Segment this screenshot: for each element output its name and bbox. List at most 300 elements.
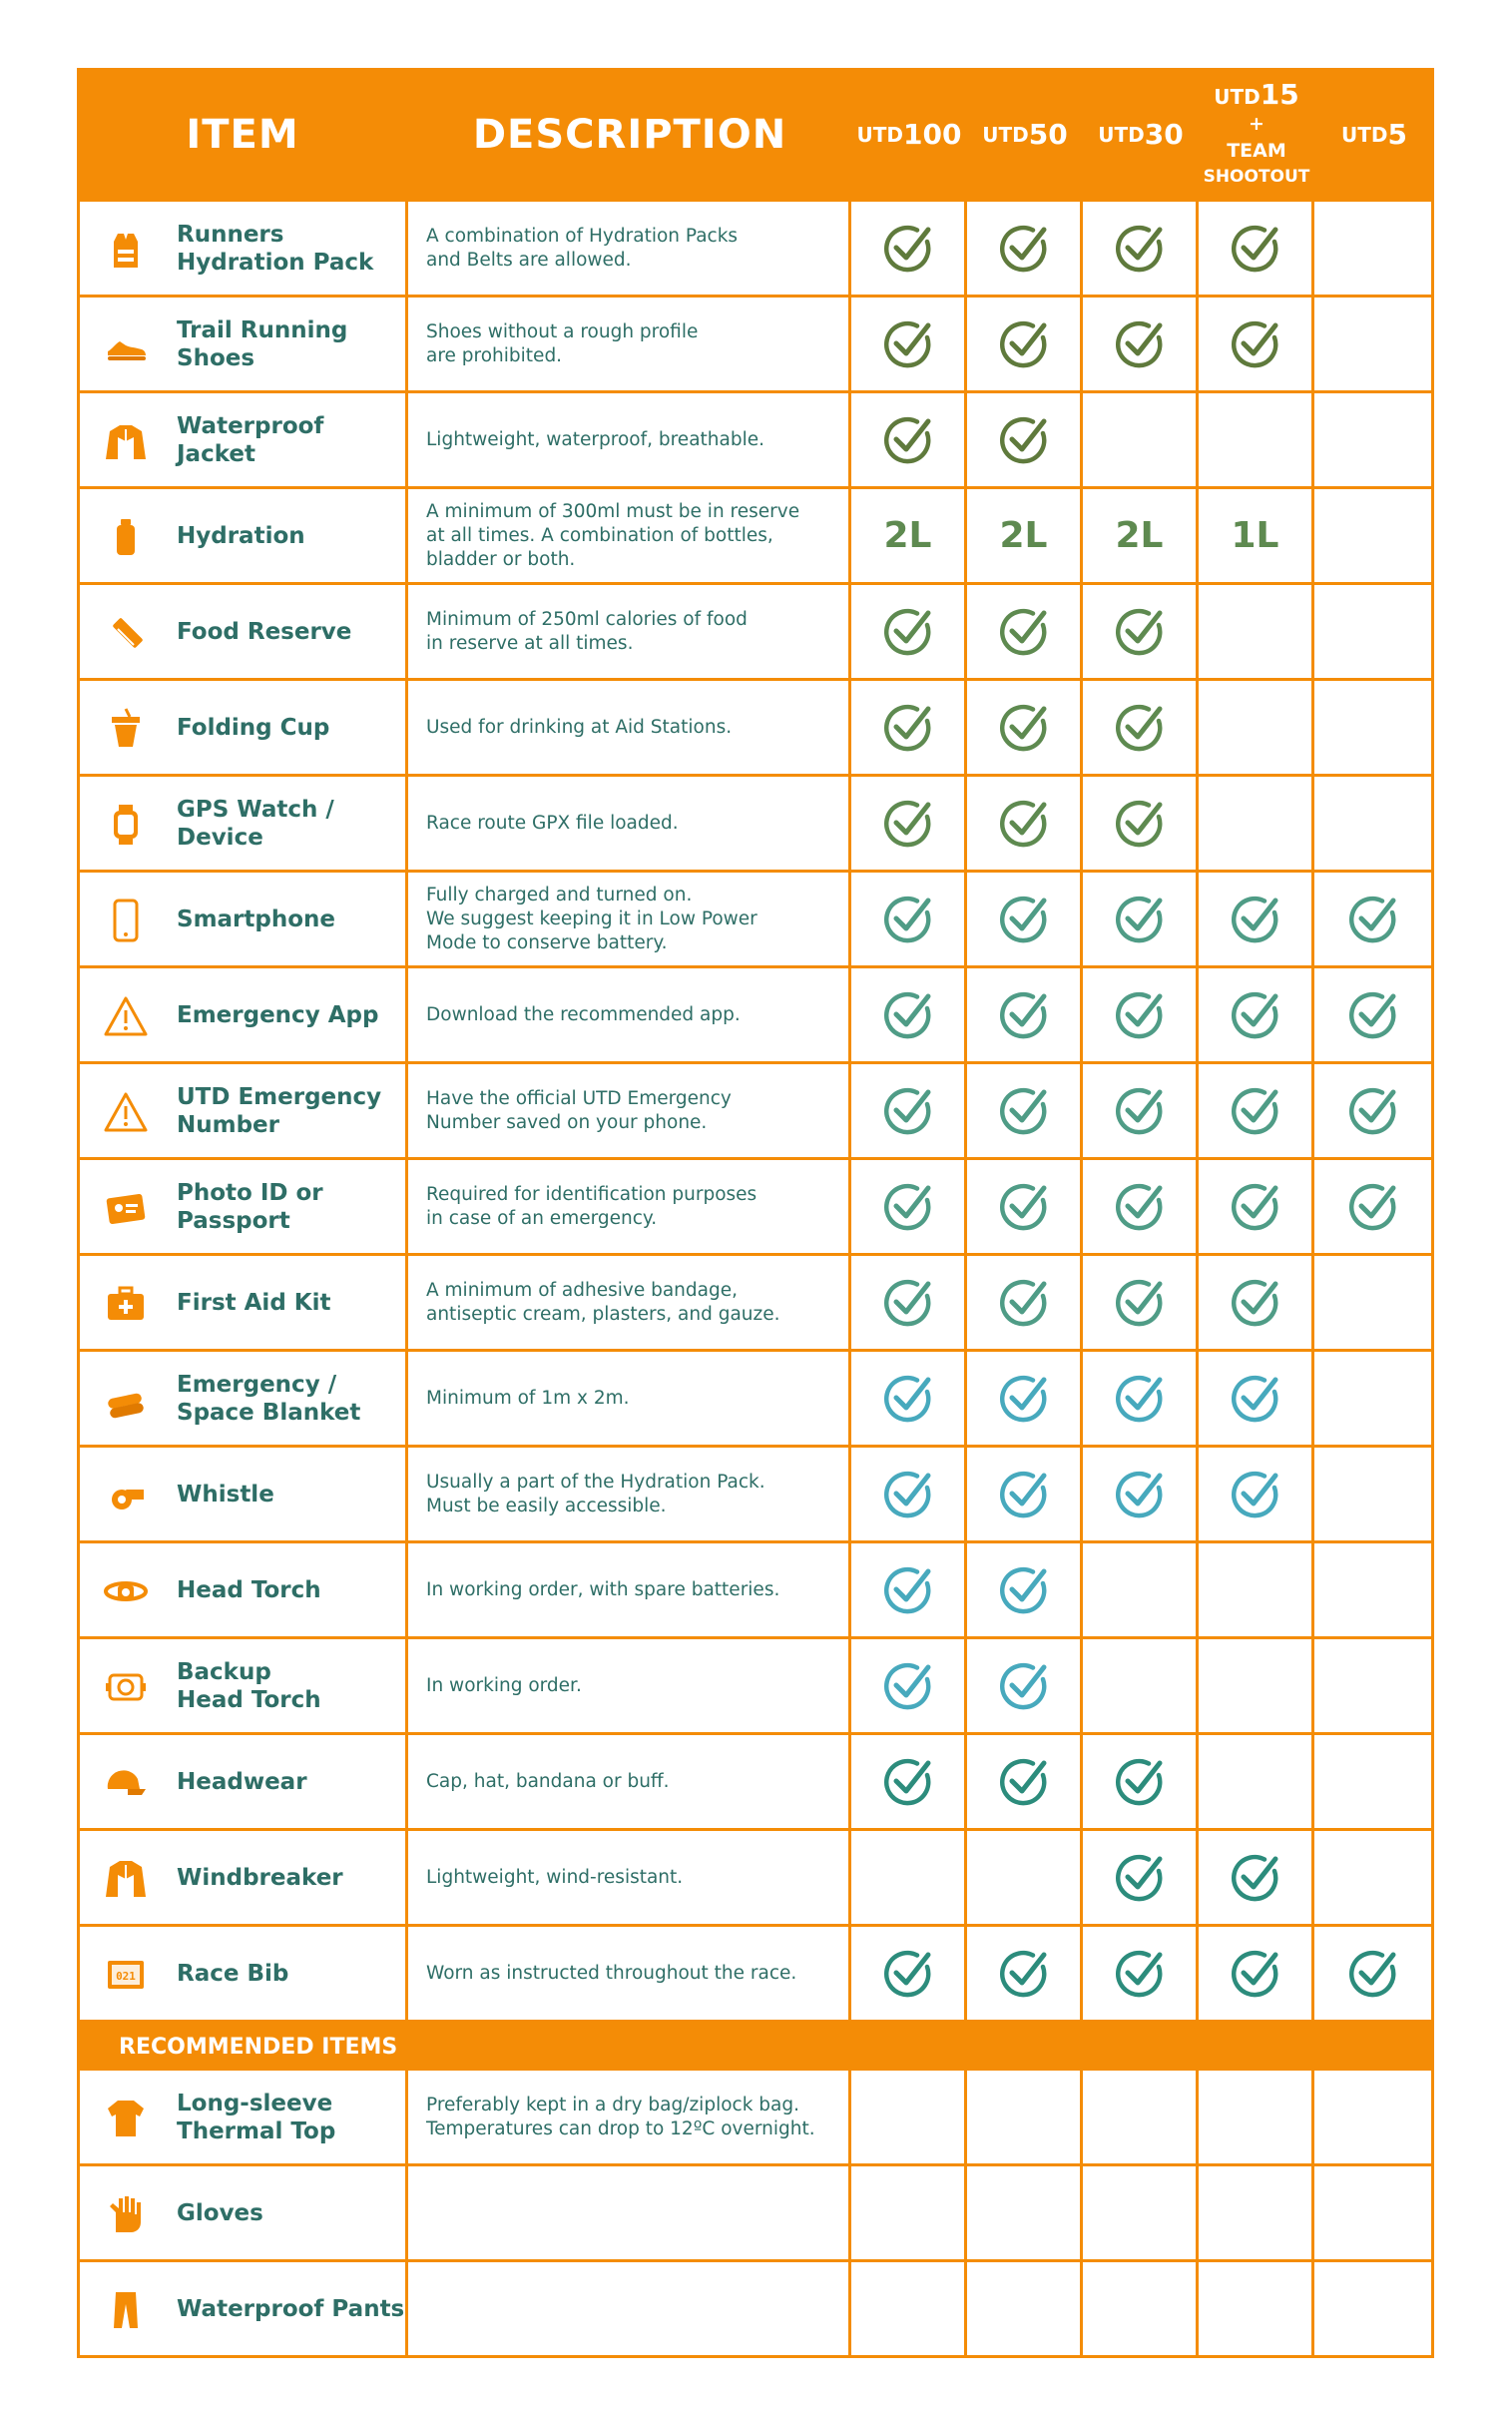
svg-text:021: 021 [116, 1970, 136, 1983]
check-icon [1113, 893, 1167, 946]
table-row [77, 1448, 1434, 1543]
item-description [426, 2166, 838, 2259]
check-icon [1229, 1468, 1282, 1521]
description-cell [408, 585, 851, 681]
bottle-icon [104, 515, 148, 559]
value-cell-utd15 [1199, 489, 1314, 585]
pants-icon [104, 2288, 148, 2332]
value-cell-utd50 [967, 1256, 1083, 1352]
item-description: A minimum of adhesive bandage, antiseptic cream, plasters, and gauze. [426, 1279, 780, 1325]
value-cell-utd5 [1314, 489, 1434, 585]
value-cell-utd50 [967, 1735, 1083, 1831]
value-cell-utd5 [1314, 1735, 1434, 1831]
description-cell [408, 1256, 851, 1352]
first-aid-icon [104, 1282, 148, 1326]
value-cell-utd50 [967, 777, 1083, 873]
value-cell-utd15 [1199, 202, 1314, 298]
item-name-emergency-space-blanket: Emergency / Space Blanket [177, 1371, 361, 1426]
item-cell [77, 2071, 408, 2166]
value-cell-utd100 [851, 2166, 967, 2262]
value-cell-utd50 [967, 585, 1083, 681]
check-icon [881, 317, 935, 371]
item-name-backup-head-torch: Backup Head Torch [177, 1658, 321, 1713]
value-cell-utd5 [1314, 968, 1434, 1064]
item-cell [77, 968, 408, 1064]
check-icon [1113, 1084, 1167, 1138]
value-cell-utd100 [851, 1448, 967, 1543]
check-icon [997, 1755, 1051, 1809]
check-icon [881, 1276, 935, 1330]
description-cell [408, 1160, 851, 1256]
value-cell-utd5 [1314, 1543, 1434, 1639]
vest-icon [104, 228, 148, 272]
value-cell-utd5 [1314, 2262, 1434, 2358]
description-cell [408, 1927, 851, 2023]
value-cell-utd50 [967, 1639, 1083, 1735]
value-cell-utd100 [851, 585, 967, 681]
description-cell [408, 202, 851, 298]
description-cell [408, 1448, 851, 1543]
value-cell-utd100 [851, 2262, 967, 2358]
head-torch-icon [104, 1569, 148, 1613]
value-cell-utd100 [851, 1735, 967, 1831]
check-icon [881, 1180, 935, 1234]
item-name-photo-id-or-passport: Photo ID or Passport [177, 1179, 323, 1234]
check-icon [881, 893, 935, 946]
table-row [77, 1352, 1434, 1448]
check-icon [881, 1563, 935, 1617]
check-icon [997, 605, 1051, 659]
item-name-food-reserve: Food Reserve [177, 618, 352, 645]
check-icon [881, 1084, 935, 1138]
description-cell [408, 1543, 851, 1639]
value-cell-utd15 [1199, 777, 1314, 873]
value-cell-utd15 [1199, 873, 1314, 968]
item-cell [77, 393, 408, 489]
item-cell [77, 202, 408, 298]
value-cell-utd5 [1314, 1064, 1434, 1160]
table-row [77, 202, 1434, 298]
table-row [77, 681, 1434, 777]
check-icon [1229, 1947, 1282, 2001]
description-cell [408, 968, 851, 1064]
check-icon [1229, 1180, 1282, 1234]
check-icon [997, 1563, 1051, 1617]
description-cell [408, 1735, 851, 1831]
value-cell-utd100 [851, 2071, 967, 2166]
table-row [77, 1735, 1434, 1831]
check-icon [1229, 1084, 1282, 1138]
header-utd30: UTD 30 [1098, 118, 1184, 151]
value-cell-utd100 [851, 1927, 967, 2023]
item-cell [77, 1927, 408, 2023]
table-row [77, 489, 1434, 585]
item-name-emergency-app: Emergency App [177, 1001, 379, 1028]
check-icon [997, 1180, 1051, 1234]
quantity-label: 2L [1115, 515, 1164, 556]
value-cell-utd30 [1083, 202, 1199, 298]
check-icon [881, 222, 935, 276]
value-cell-utd15 [1199, 393, 1314, 489]
value-cell-utd100 [851, 1160, 967, 1256]
check-icon [1346, 1947, 1400, 2001]
item-cell [77, 873, 408, 968]
value-cell-utd5 [1314, 2071, 1434, 2166]
check-icon [1113, 1755, 1167, 1809]
value-cell-utd100 [851, 1543, 967, 1639]
table-row [77, 1831, 1434, 1927]
value-cell-utd5 [1314, 1256, 1434, 1352]
header-item: ITEM [186, 112, 299, 158]
value-cell-utd100 [851, 681, 967, 777]
check-icon [997, 222, 1051, 276]
value-cell-utd50 [967, 393, 1083, 489]
check-icon [881, 1372, 935, 1426]
value-cell-utd30 [1083, 681, 1199, 777]
value-cell-utd5 [1314, 585, 1434, 681]
check-icon [997, 893, 1051, 946]
header-utd15-team-shootout: UTD15 + TEAM SHOOTOUT [1203, 78, 1310, 187]
item-description: Have the official UTD Emergency Number saved on your phone. [426, 1087, 732, 1133]
value-cell-utd15 [1199, 2166, 1314, 2262]
value-cell-utd30 [1083, 2166, 1199, 2262]
value-cell-utd100 [851, 1256, 967, 1352]
warning-icon [104, 1090, 148, 1134]
value-cell-utd15 [1199, 1831, 1314, 1927]
table-row [77, 1639, 1434, 1735]
item-description: Required for identification purposes in case of an emergency. [426, 1183, 757, 1229]
check-icon [1113, 988, 1167, 1042]
item-description: Minimum of 1m x 2m. [426, 1387, 630, 1409]
value-cell-utd5 [1314, 1831, 1434, 1927]
check-icon [1113, 1851, 1167, 1905]
value-cell-utd15 [1199, 1256, 1314, 1352]
table-row [77, 2071, 1434, 2166]
check-icon [997, 1372, 1051, 1426]
value-cell-utd100 [851, 1831, 967, 1927]
item-name-head-torch: Head Torch [177, 1576, 321, 1603]
value-cell-utd30 [1083, 2262, 1199, 2358]
check-icon [1229, 1851, 1282, 1905]
item-name-runners-hydration-pack: Runners Hydration Pack [177, 221, 374, 276]
value-cell-utd30 [1083, 585, 1199, 681]
blanket-icon [104, 1378, 148, 1422]
value-cell-utd15 [1199, 585, 1314, 681]
table-row [77, 298, 1434, 393]
description-cell [408, 2071, 851, 2166]
check-icon [881, 413, 935, 467]
value-cell-utd15 [1199, 681, 1314, 777]
description-cell [408, 1639, 851, 1735]
value-cell-utd5 [1314, 681, 1434, 777]
description-cell [408, 681, 851, 777]
item-description: Cap, hat, bandana or buff. [426, 1770, 670, 1792]
value-cell-utd30 [1083, 873, 1199, 968]
description-cell [408, 298, 851, 393]
check-icon [1229, 1372, 1282, 1426]
value-cell-utd30 [1083, 489, 1199, 585]
value-cell-utd30 [1083, 1735, 1199, 1831]
value-cell-utd100 [851, 393, 967, 489]
value-cell-utd50 [967, 1448, 1083, 1543]
item-description [426, 2262, 838, 2355]
check-icon [1346, 893, 1400, 946]
check-icon [881, 797, 935, 851]
item-cell [77, 1256, 408, 1352]
item-cell [77, 585, 408, 681]
phone-icon [104, 899, 148, 942]
value-cell-utd100 [851, 202, 967, 298]
warning-icon [104, 994, 148, 1038]
check-icon [881, 701, 935, 755]
item-cell [77, 489, 408, 585]
value-cell-utd15 [1199, 2262, 1314, 2358]
check-icon [997, 317, 1051, 371]
value-cell-utd5 [1314, 2166, 1434, 2262]
item-name-waterproof-pants: Waterproof Pants [177, 2295, 405, 2322]
value-cell-utd30 [1083, 1064, 1199, 1160]
table-row [77, 1160, 1434, 1256]
check-icon [1113, 701, 1167, 755]
table-row [77, 1256, 1434, 1352]
item-description: Shoes without a rough profile are prohibited. [426, 320, 699, 366]
item-cell [77, 1639, 408, 1735]
value-cell-utd15 [1199, 1639, 1314, 1735]
check-icon [881, 988, 935, 1042]
item-description: A minimum of 300ml must be in reserve at all times. A combination of bottles, bladder or both. [426, 500, 800, 570]
item-name-folding-cup: Folding Cup [177, 714, 330, 741]
value-cell-utd5 [1314, 1927, 1434, 2023]
value-cell-utd30 [1083, 298, 1199, 393]
check-icon [1346, 1180, 1400, 1234]
table-row [77, 2262, 1434, 2358]
check-icon [881, 1659, 935, 1713]
item-name-waterproof-jacket: Waterproof Jacket [177, 412, 324, 467]
value-cell-utd15 [1199, 2071, 1314, 2166]
value-cell-utd50 [967, 873, 1083, 968]
item-description: A combination of Hydration Packs and Belts are allowed. [426, 225, 739, 271]
item-description: Worn as instructed throughout the race. [426, 1962, 797, 1984]
value-cell-utd5 [1314, 393, 1434, 489]
table-row [77, 777, 1434, 873]
value-cell-utd30 [1083, 1543, 1199, 1639]
glove-icon [104, 2192, 148, 2236]
value-cell-utd15 [1199, 1735, 1314, 1831]
check-icon [1229, 1276, 1282, 1330]
value-cell-utd50 [967, 1352, 1083, 1448]
check-icon [1229, 893, 1282, 946]
item-description: Fully charged and turned on. We suggest keeping it in Low Power Mode to conserve battery. [426, 884, 757, 953]
check-icon [1113, 1276, 1167, 1330]
check-icon [1113, 605, 1167, 659]
value-cell-utd15 [1199, 1352, 1314, 1448]
item-name-race-bib: Race Bib [177, 1960, 289, 1987]
item-name-hydration: Hydration [177, 522, 305, 549]
item-name-long-sleeve-thermal-top: Long-sleeve Thermal Top [177, 2090, 336, 2144]
race-bib-icon [104, 1953, 148, 1997]
check-icon [997, 413, 1051, 467]
jacket-icon [104, 419, 148, 463]
check-icon [1113, 1180, 1167, 1234]
description-cell [408, 393, 851, 489]
header-utd50: UTD 50 [982, 118, 1068, 151]
check-icon [997, 1276, 1051, 1330]
item-description: Lightweight, wind-resistant. [426, 1866, 684, 1888]
item-name-utd-emergency-number: UTD Emergency Number [177, 1083, 382, 1138]
value-cell-utd15 [1199, 1543, 1314, 1639]
windbreaker-icon [104, 1857, 148, 1901]
table-row [77, 2166, 1434, 2262]
check-icon [1113, 1372, 1167, 1426]
value-cell-utd100 [851, 298, 967, 393]
value-cell-utd100 [851, 777, 967, 873]
item-cell [77, 1064, 408, 1160]
item-cell [77, 777, 408, 873]
value-cell-utd50 [967, 298, 1083, 393]
value-cell-utd50 [967, 489, 1083, 585]
description-cell [408, 2166, 851, 2262]
value-cell-utd15 [1199, 1448, 1314, 1543]
check-icon [1113, 797, 1167, 851]
check-icon [881, 605, 935, 659]
value-cell-utd5 [1314, 202, 1434, 298]
quantity-label: 2L [883, 515, 932, 556]
value-cell-utd30 [1083, 1352, 1199, 1448]
item-description: Used for drinking at Aid Stations. [426, 716, 733, 738]
item-name-windbreaker: Windbreaker [177, 1864, 343, 1891]
value-cell-utd50 [967, 1543, 1083, 1639]
value-cell-utd30 [1083, 777, 1199, 873]
value-cell-utd50 [967, 2262, 1083, 2358]
check-icon [997, 701, 1051, 755]
item-name-headwear: Headwear [177, 1768, 307, 1795]
item-description: Lightweight, waterproof, breathable. [426, 428, 764, 450]
table-row [77, 873, 1434, 968]
item-name-whistle: Whistle [177, 1481, 274, 1508]
item-description: Download the recommended app. [426, 1003, 741, 1025]
value-cell-utd15 [1199, 298, 1314, 393]
header-utd5: UTD 5 [1341, 118, 1407, 151]
whistle-icon [104, 1474, 148, 1517]
check-icon [997, 1084, 1051, 1138]
value-cell-utd100 [851, 489, 967, 585]
item-description: Minimum of 250ml calories of food in reserve at all times. [426, 608, 748, 654]
value-cell-utd100 [851, 1352, 967, 1448]
item-cell [77, 1831, 408, 1927]
shoe-icon [104, 323, 148, 367]
table-row [77, 968, 1434, 1064]
value-cell-utd30 [1083, 1448, 1199, 1543]
check-icon [881, 1947, 935, 2001]
item-cell [77, 1448, 408, 1543]
item-cell [77, 1352, 408, 1448]
value-cell-utd50 [967, 968, 1083, 1064]
item-description: Race route GPX file loaded. [426, 812, 679, 834]
table-row [77, 1927, 1434, 2023]
check-icon [997, 988, 1051, 1042]
cap-icon [104, 1761, 148, 1805]
value-cell-utd30 [1083, 1160, 1199, 1256]
check-icon [997, 1468, 1051, 1521]
value-cell-utd30 [1083, 1831, 1199, 1927]
value-cell-utd100 [851, 968, 967, 1064]
check-icon [1229, 317, 1282, 371]
item-cell [77, 1735, 408, 1831]
value-cell-utd50 [967, 1831, 1083, 1927]
value-cell-utd30 [1083, 2071, 1199, 2166]
check-icon [1229, 988, 1282, 1042]
value-cell-utd50 [967, 2071, 1083, 2166]
check-icon [1346, 988, 1400, 1042]
value-cell-utd5 [1314, 1448, 1434, 1543]
item-description: Preferably kept in a dry bag/ziplock bag. Temperatures can drop to 12ºC overnight. [426, 2094, 815, 2139]
description-cell [408, 1064, 851, 1160]
value-cell-utd50 [967, 202, 1083, 298]
item-cell [77, 2166, 408, 2262]
value-cell-utd50 [967, 1064, 1083, 1160]
value-cell-utd30 [1083, 1256, 1199, 1352]
check-icon [997, 797, 1051, 851]
item-cell [77, 681, 408, 777]
description-cell [408, 777, 851, 873]
check-icon [1229, 222, 1282, 276]
value-cell-utd5 [1314, 1352, 1434, 1448]
energy-bar-icon [104, 611, 148, 655]
item-cell [77, 1543, 408, 1639]
recommended-items-heading: RECOMMENDED ITEMS [77, 2023, 1434, 2071]
description-cell [408, 489, 851, 585]
item-name-smartphone: Smartphone [177, 906, 336, 932]
value-cell-utd5 [1314, 298, 1434, 393]
id-card-icon [104, 1186, 148, 1230]
table-row [77, 1064, 1434, 1160]
description-cell [408, 2262, 851, 2358]
value-cell-utd5 [1314, 873, 1434, 968]
value-cell-utd15 [1199, 1160, 1314, 1256]
item-cell [77, 1160, 408, 1256]
item-description: Usually a part of the Hydration Pack. Must be easily accessible. [426, 1471, 765, 1516]
value-cell-utd5 [1314, 1160, 1434, 1256]
table-row [77, 585, 1434, 681]
thermal-top-icon [104, 2097, 148, 2140]
item-description: In working order, with spare batteries. [426, 1578, 780, 1600]
value-cell-utd5 [1314, 1639, 1434, 1735]
value-cell-utd5 [1314, 777, 1434, 873]
value-cell-utd15 [1199, 968, 1314, 1064]
value-cell-utd50 [967, 2166, 1083, 2262]
value-cell-utd30 [1083, 1927, 1199, 2023]
quantity-label: 1L [1231, 515, 1279, 556]
item-name-gps-watch-device: GPS Watch / Device [177, 796, 334, 851]
check-icon [881, 1468, 935, 1521]
cup-icon [104, 707, 148, 751]
item-name-first-aid-kit: First Aid Kit [177, 1289, 331, 1316]
table-row [77, 393, 1434, 489]
check-icon [997, 1659, 1051, 1713]
item-description: In working order. [426, 1674, 582, 1696]
check-icon [997, 1947, 1051, 2001]
check-icon [1346, 1084, 1400, 1138]
item-name-gloves: Gloves [177, 2199, 263, 2226]
value-cell-utd50 [967, 1160, 1083, 1256]
value-cell-utd100 [851, 873, 967, 968]
check-icon [1113, 1468, 1167, 1521]
item-name-trail-running-shoes: Trail Running Shoes [177, 316, 348, 371]
description-cell [408, 1831, 851, 1927]
description-cell [408, 1352, 851, 1448]
description-cell [408, 873, 851, 968]
value-cell-utd15 [1199, 1927, 1314, 2023]
